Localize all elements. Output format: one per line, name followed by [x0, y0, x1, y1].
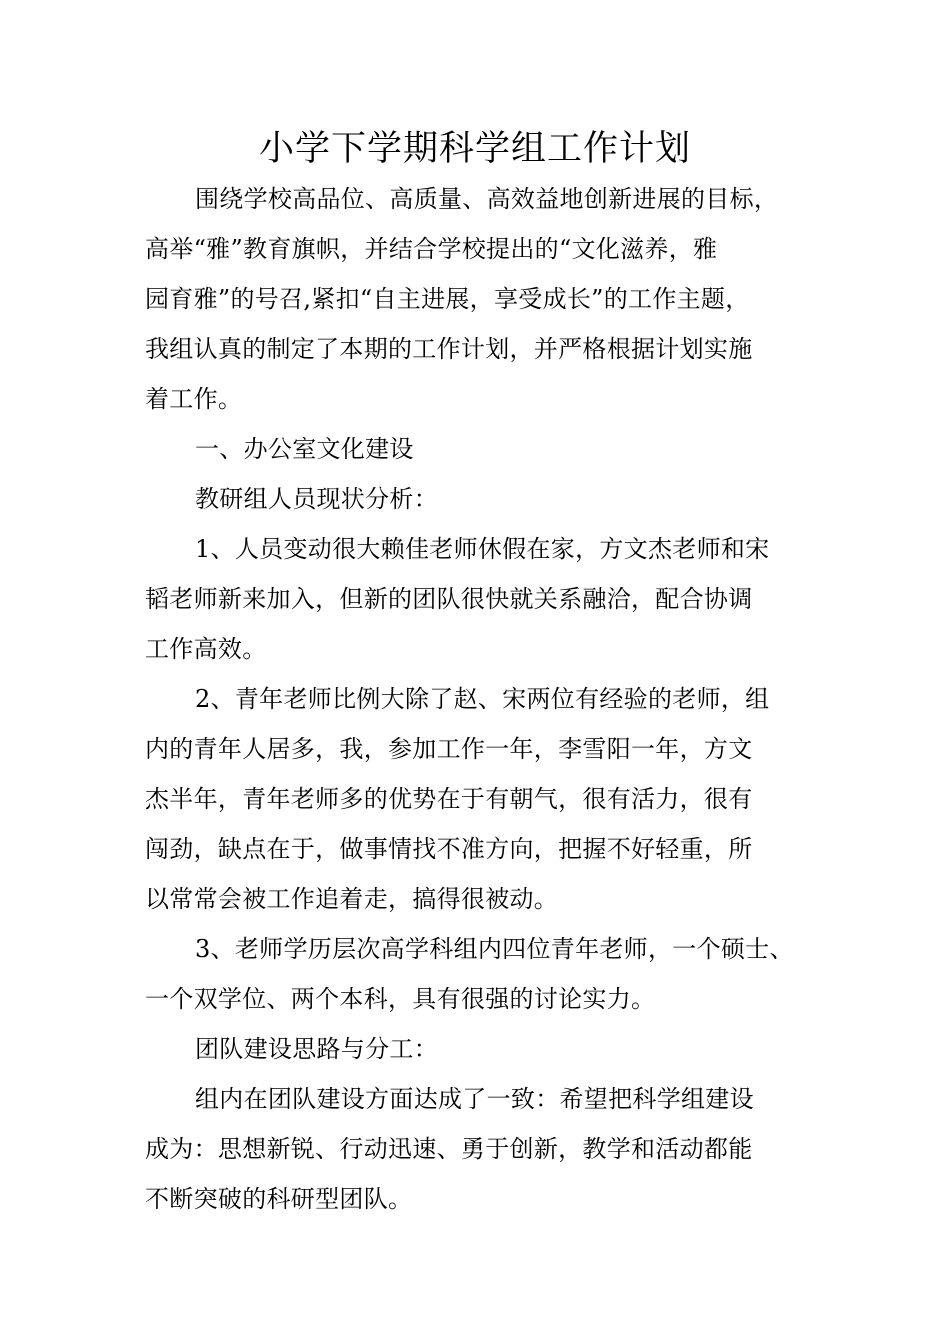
paragraph-line: 3、老师学历层次高学科组内四位青年老师，一个硕士、 [195, 935, 794, 963]
paragraph-line: 2、青年老师比例大除了赵、宋两位有经验的老师，组 [195, 685, 770, 713]
paragraph-line: 围绕学校高品位、高质量、高效益地创新进展的目标， [195, 185, 779, 213]
sub-heading: 团队建设思路与分工： [195, 1035, 438, 1063]
document-title: 小学下学期科学组工作计划 [258, 129, 691, 169]
paragraph-line: 园育雅”的号召,紧扣“自主进展，享受成长”的工作主题， [145, 285, 750, 313]
paragraph-line: 不断突破的科研型团队。 [145, 1185, 413, 1213]
paragraph-line: 我组认真的制定了本期的工作计划，并严格根据计划实施 [145, 335, 753, 363]
paragraph-line: 杰半年，青年老师多的优势在于有朝气，很有活力，很有 [145, 785, 753, 813]
paragraph-line: 内的青年人居多，我，参加工作一年，李雪阳一年，方文 [145, 735, 753, 763]
paragraph-line: 组内在团队建设方面达成了一致：希望把科学组建设 [195, 1085, 754, 1113]
sub-heading: 教研组人员现状分析： [195, 485, 438, 513]
paragraph-line: 高举“雅”教育旗帜，并结合学校提出的“文化滋养，雅 [145, 235, 718, 263]
paragraph-line: 1、人员变动很大赖佳老师休假在家，方文杰老师和宋 [195, 535, 770, 563]
paragraph-line: 一个双学位、两个本科，具有很强的讨论实力。 [145, 985, 656, 1013]
section-heading: 一、办公室文化建设 [195, 435, 414, 463]
paragraph-line: 韬老师新来加入，但新的团队很快就关系融洽，配合协调 [145, 585, 753, 613]
paragraph-line: 以常常会被工作追着走，搞得很被动。 [145, 885, 559, 913]
paragraph-line: 工作高效。 [145, 635, 267, 663]
paragraph-line: 闯劲，缺点在于，做事情找不准方向，把握不好轻重，所 [145, 835, 753, 863]
paragraph-line: 着工作。 [145, 385, 243, 413]
paragraph-line: 成为：思想新锐、行动迅速、勇于创新，教学和活动都能 [145, 1135, 753, 1163]
